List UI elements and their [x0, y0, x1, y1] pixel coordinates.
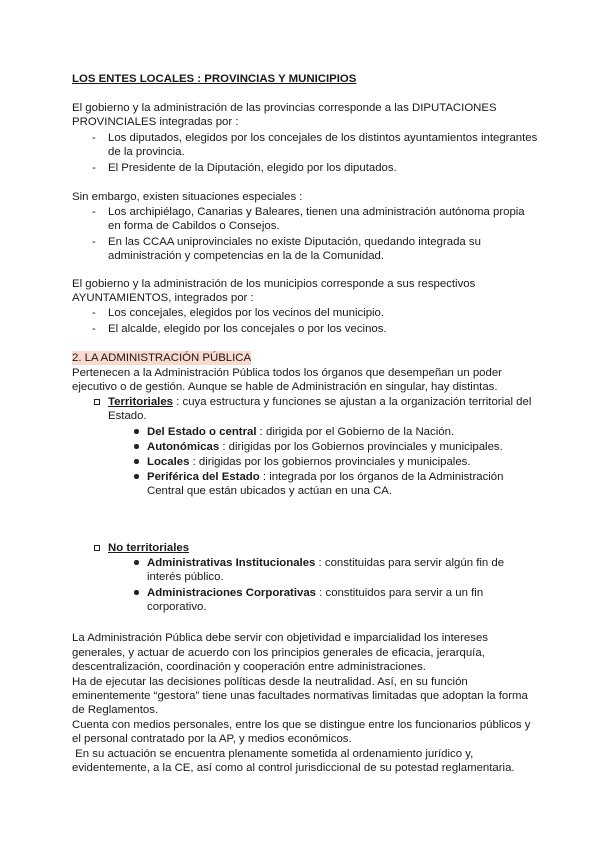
dash-bullet: - — [92, 307, 96, 319]
closing-line: el personal contratado por la AP, y medios económicos. — [72, 733, 352, 745]
closing-line: En su actuación se encuentra plenamente sometida al ordenamiento jurídico y, — [72, 748, 474, 760]
closing-line: Cuenta con medios personales, entre los que se distingue entre los funcionarios públicos y — [72, 719, 531, 731]
territoriales-line-2: Estado. — [108, 410, 147, 422]
item-text: : constituidas para servir algún fin de — [315, 557, 505, 569]
document-title: LOS ENTES LOCALES : PROVINCIAS Y MUNICIPIOS — [72, 73, 357, 85]
territorial-item-estado — [147, 425, 454, 439]
especiales-item-2-line-2: administración y competencias en la de la Comunidad. — [108, 250, 385, 262]
especiales-item-1-line-1: Los archipiélago, Canarias y Baleares, tienen una administración autónoma propia — [108, 206, 525, 218]
closing-line: eminentemente “gestora” tiene unas facultades normativas limitadas que adoptan la forma — [72, 690, 528, 702]
item-label: Autonómicas — [147, 441, 220, 453]
closing-line: de Reglamentos. — [72, 704, 159, 716]
especiales-intro: Sin embargo, existen situaciones especiales : — [72, 191, 303, 203]
territoriales-desc: : cuya estructura y funciones se ajustan a la organización territorial del — [173, 396, 532, 408]
bullet-dot-icon — [134, 429, 139, 434]
item-text: : dirigidas por los gobiernos provinciales y municipales. — [189, 456, 471, 468]
dash-bullet: - — [92, 236, 96, 248]
item-label: Administrativas Institucionales — [147, 557, 316, 569]
no-territoriales-label: No territoriales — [108, 542, 190, 554]
municipios-item-2: El alcalde, elegido por los concejales o por los vecinos. — [108, 323, 387, 335]
closing-line: descentralización, coordinación y cooperación entre administraciones. — [72, 661, 426, 673]
territoriales-line-1 — [108, 395, 531, 409]
item-text: : dirigidas por los Gobiernos provinciales y municipales. — [219, 441, 503, 453]
checkbox-square-icon — [94, 545, 100, 551]
bullet-dot-icon — [134, 459, 139, 464]
territorial-item-locales — [147, 455, 471, 469]
item-label: Periférica del Estado — [147, 471, 260, 483]
section-2-intro-line-2: ejecutivo o de gestión. Aunque se hable de Administración en singular, hay distintas. — [72, 381, 498, 393]
no-territorial-item-corporativas — [147, 586, 483, 600]
territorial-item-periferica — [147, 470, 503, 484]
provincias-item-1-line-2: de la provincia. — [108, 146, 185, 158]
municipios-intro-line-2: AYUNTAMIENTOS, integrados por : — [72, 292, 254, 304]
territorial-item-periferica-line-2: Central que están ubicados y actúan en una CA. — [147, 485, 393, 497]
especiales-item-2-line-1: En las CCAA uniprovinciales no existe Diputación, quedando integrada su — [108, 236, 481, 248]
dash-bullet: - — [92, 323, 96, 335]
closing-line: La Administración Pública debe servir con objetividad e imparcialidad los intereses — [72, 632, 488, 644]
checkbox-square-icon — [94, 399, 100, 405]
item-label: Administraciones Corporativas — [147, 587, 317, 599]
dash-bullet: - — [92, 206, 96, 218]
bullet-dot-icon — [134, 590, 139, 595]
no-territorial-item-corporativas-line-2: corporativo. — [147, 601, 207, 613]
item-text: : dirigida por el Gobierno de la Nación. — [256, 426, 455, 438]
dash-bullet: - — [92, 162, 96, 174]
item-label: Locales — [147, 456, 190, 468]
provincias-item-2: El Presidente de la Diputación, elegido por los diputados. — [108, 162, 397, 174]
no-territorial-item-institucionales-line-2: interés público. — [147, 571, 224, 583]
especiales-item-1-line-2: en forma de Cabildos o Consejos. — [108, 220, 280, 232]
bullet-dot-icon — [134, 444, 139, 449]
item-text: : integrada por los órganos de la Administración — [259, 471, 504, 483]
section-2-intro-line-1: Pertenecen a la Administración Pública todos los órganos que desempeñan un poder — [72, 367, 502, 379]
provincias-intro-line-2: PROVINCIALES integradas por : — [72, 116, 239, 128]
item-label: Del Estado o central — [147, 426, 257, 438]
provincias-intro-line-1: El gobierno y la administración de las provincias corresponde a las DIPUTACIONES — [72, 102, 497, 114]
closing-line: Ha de ejecutar las decisiones políticas desde la neutralidad. Así, en su función — [72, 676, 468, 688]
municipios-intro-line-1: El gobierno y la administración de los municipios corresponde a sus respectivos — [72, 278, 476, 290]
municipios-item-1: Los concejales, elegidos por los vecinos del municipio. — [108, 307, 385, 319]
dash-bullet: - — [92, 132, 96, 144]
territoriales-label: Territoriales — [108, 396, 173, 408]
section-2-heading: 2. LA ADMINISTRACIÓN PÚBLICA — [72, 352, 252, 364]
bullet-dot-icon — [134, 560, 139, 565]
bullet-dot-icon — [134, 474, 139, 479]
no-territorial-item-institucionales — [147, 556, 504, 570]
territorial-item-autonomicas — [147, 440, 503, 454]
item-text: : constituidos para servir a un fin — [316, 587, 484, 599]
provincias-item-1-line-1: Los diputados, elegidos por los concejales de los distintos ayuntamientos integrantes — [108, 132, 538, 144]
closing-line: evidentemente, a la CE, así como al control jurisdiccional de su potestad reglamentaria. — [72, 762, 515, 774]
closing-line: generales, y actuar de acuerdo con los principios generales de eficacia, jerarquía, — [72, 647, 485, 659]
